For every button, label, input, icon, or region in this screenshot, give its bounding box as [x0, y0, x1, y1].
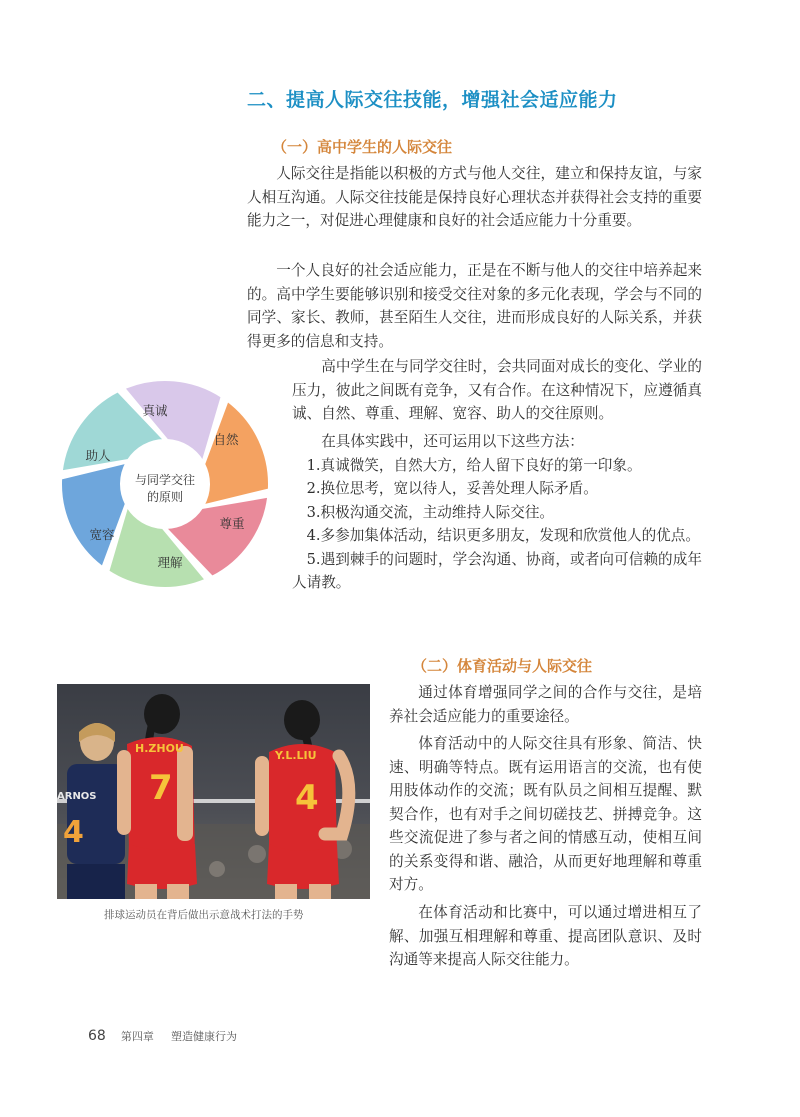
paragraph-6: 体育活动中的人际交往具有形象、简洁、快速、明确等特点。既有运用语言的交流，也有使用肢体动作的交流；既有队员之间相互提醒、默契合作，也有对手之间切磋技艺、拼搏竞争。这些交流促进了参与者之间的情感互动，使相互间的关系变得和谐、融洽，从而更好地理解和尊重对方。 [389, 735, 702, 893]
page-number: 68 [88, 1028, 106, 1044]
section-heading: 二、提高人际交往技能，增强社会适应能力 [247, 89, 618, 111]
diagram-center-label-line1: 与同学交往 [134, 473, 196, 487]
paragraph-3: 高中学生在与同学交往时，会共同面对成长的变化、学业的压力，彼此之间既有竞争，又有合作。在这种情况下，应遵循真诚、自然、尊重、理解、宽容、助人的交往原则。 [292, 358, 702, 422]
photo-caption: 排球运动员在背后做出示意战术打法的手势 [104, 909, 304, 921]
principles-ring-diagram [54, 378, 276, 590]
segment-label-tolerance: 宽容 [89, 527, 115, 542]
paragraph-1: 人际交往是指能以积极的方式与他人交往，建立和保持友谊，与家人相互沟通。人际交往技能是保持良好心理状态并获得社会支持的重要能力之一，对促进心理健康和良好的社会适应能力十分重要。 [247, 165, 702, 229]
jersey-left-number: 7 [149, 768, 173, 808]
volleyball-photo-illustration [57, 684, 370, 899]
diagram-center-label-line2: 的原则 [146, 490, 184, 504]
paragraph-2: 一个人良好的社会适应能力，正是在不断与他人的交往中培养起来的。高中学生要能够识别和接受交往对象的多元化表现，学会与不同的同学、家长、教师，甚至陌生人交往，进而形成良好的人际关系，并获得更多的信息和支持。 [247, 262, 702, 350]
page-footer [88, 1025, 237, 1044]
paragraph-5: 通过体育增强同学之间的合作与交往，是培养社会适应能力的重要途径。 [389, 684, 702, 725]
chapter-title: 塑造健康行为 [171, 1030, 238, 1043]
jersey-right-name: Y.L.LIU [275, 749, 317, 762]
segment-label-respect: 尊重 [219, 516, 245, 531]
method-item: 5.遇到棘手的问题时，学会沟通、协商，或者向可信赖的成年人请教。 [292, 550, 702, 591]
chapter-label: 第四章 [120, 1030, 154, 1043]
jersey-right-number: 4 [295, 778, 319, 818]
jersey-left-name: H.ZHOU [135, 742, 184, 755]
methods-intro: 在具体实践中，还可运用以下这些方法： [321, 433, 584, 450]
opponent-jersey-name: ARNOS [57, 791, 97, 802]
method-item: 1.真诚微笑，自然大方，给人留下良好的第一印象。 [306, 456, 642, 474]
segment-label-natural: 自然 [213, 432, 239, 447]
method-item: 3.积极沟通交流，主动维持人际交往。 [306, 503, 555, 521]
subsection-heading-2: （二）体育活动与人际交往 [412, 657, 593, 675]
segment-label-understanding: 理解 [157, 555, 183, 570]
segment-label-helping: 助人 [85, 448, 111, 463]
methods-list [292, 430, 702, 595]
opponent-jersey-number: 4 [63, 815, 84, 850]
volleyball-photo [57, 684, 370, 899]
segment-label-sincerity: 真诚 [142, 403, 168, 418]
paragraph-7: 在体育活动和比赛中，可以通过增进相互了解、加强互相理解和尊重、提高团队意识、及时沟通等来提高人际交往能力。 [389, 904, 702, 968]
method-item: 4.多参加集体活动，结识更多朋友，发现和欣赏他人的优点。 [306, 527, 700, 544]
method-item: 2.换位思考，宽以待人，妥善处理人际矛盾。 [306, 480, 598, 497]
subsection-heading-1: （一）高中学生的人际交往 [272, 138, 453, 156]
